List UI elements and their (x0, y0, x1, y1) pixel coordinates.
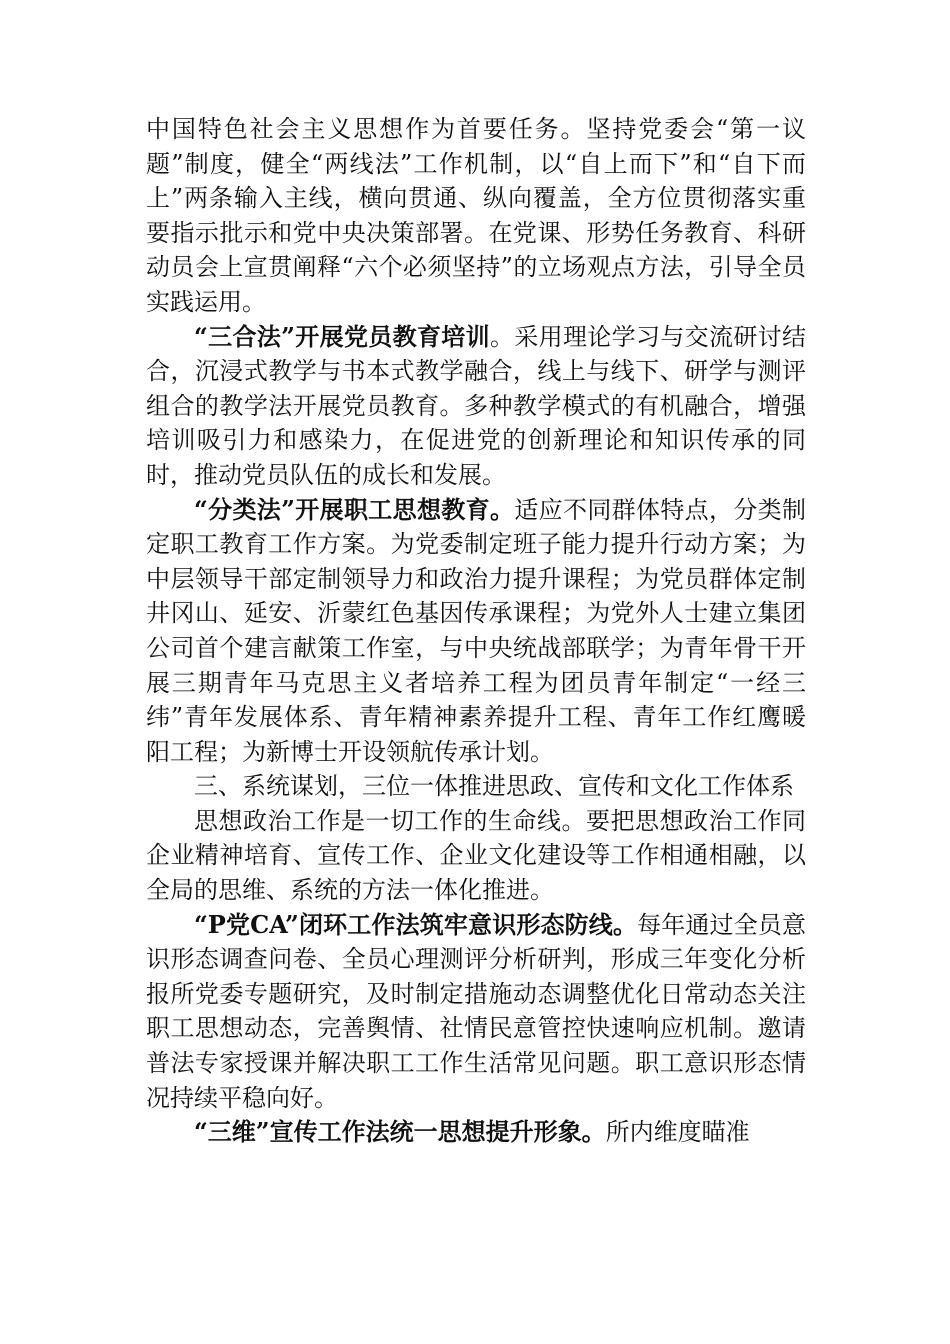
paragraph-lead: “P党CA”闭环工作法筑牢意识形态防线。 (194, 909, 638, 939)
paragraph-continuation (146, 112, 806, 320)
paragraph-text: 思想政治工作是一切工作的生命线。要把思想政治工作同企业精神培育、宣传工作、企业文化建设等工作相通相融，以全局的思维、系统的方法一体化推进。 (146, 806, 806, 905)
paragraph-publicity-method (146, 1115, 806, 1150)
paragraph-text: 所内维度瞄准 (605, 1118, 750, 1147)
paragraph-text: 适应不同群体特点，分类制定职工教育工作方案。为党委制定班子能力提升行动方案；为中层领导干部定制领导力和政治力提升课程；为党员群体定制井冈山、延安、沂蒙红色基因传承课程；为党外人士建立集团公司首个建言献策工作室，与中央统战部联学；为青年骨干开展三期青年马克思主义者培养工程为团员青年制定“一经三纬”青年发展体系、青年精神素养提升工程、青年工作红鹰暖阳工程；为新博士开设领航传承计划。 (146, 495, 807, 766)
paragraph-staff-education (146, 493, 806, 770)
paragraph-text: 中国特色社会主义思想作为首要任务。坚持党委会“第一议题”制度，健全“两线法”工作机制，以“自上而下”和“自下而上”两条输入主线，横向贯通、纵向覆盖，全方位贯彻落实重要指示批示和党中央决策部署。在党课、形势任务教育、科研动员会上宣贯阐释“六个必须坚持”的立场观点方法，引导全员实践运用。 (146, 115, 806, 316)
paragraph-text: 每年通过全员意识形态调查问卷、全员心理测评分析研判，形成三年变化分析报所党委专题研究，及时制定措施动态调整优化日常动态关注职工思想动态，完善舆情、社情民意管控快速响应机制。邀请普法专家授课并解决职工工作生活常见问题。职工意识形态情况持续平稳向好。 (146, 910, 806, 1112)
paragraph-text: 。采用理论学习与交流研讨结合，沉浸式教学与书本式教学融合，线上与线下、研学与测评组合的教学法开展党员教育。多种教学模式的有机融合，增强培训吸引力和感染力，在促进党的创新理论和知识传承的同时，推动党员队伍的成长和发展。 (146, 322, 807, 489)
paragraph-section-intro (146, 804, 806, 908)
paragraph-lead: “三合法”开展党员教育培训 (194, 321, 490, 351)
paragraph-lead: “三维”宣传工作法统一思想提升形象。 (194, 1117, 606, 1147)
section-heading (146, 769, 806, 804)
paragraph-party-member-training (146, 320, 806, 493)
paragraph-ideology-defense (146, 908, 806, 1116)
document-page (146, 112, 806, 1150)
section-heading-text: 三、系统谋划，三位一体推进思政、宣传和文化工作体系 (194, 772, 794, 801)
paragraph-lead: “分类法”开展职工思想教育。 (194, 494, 515, 524)
